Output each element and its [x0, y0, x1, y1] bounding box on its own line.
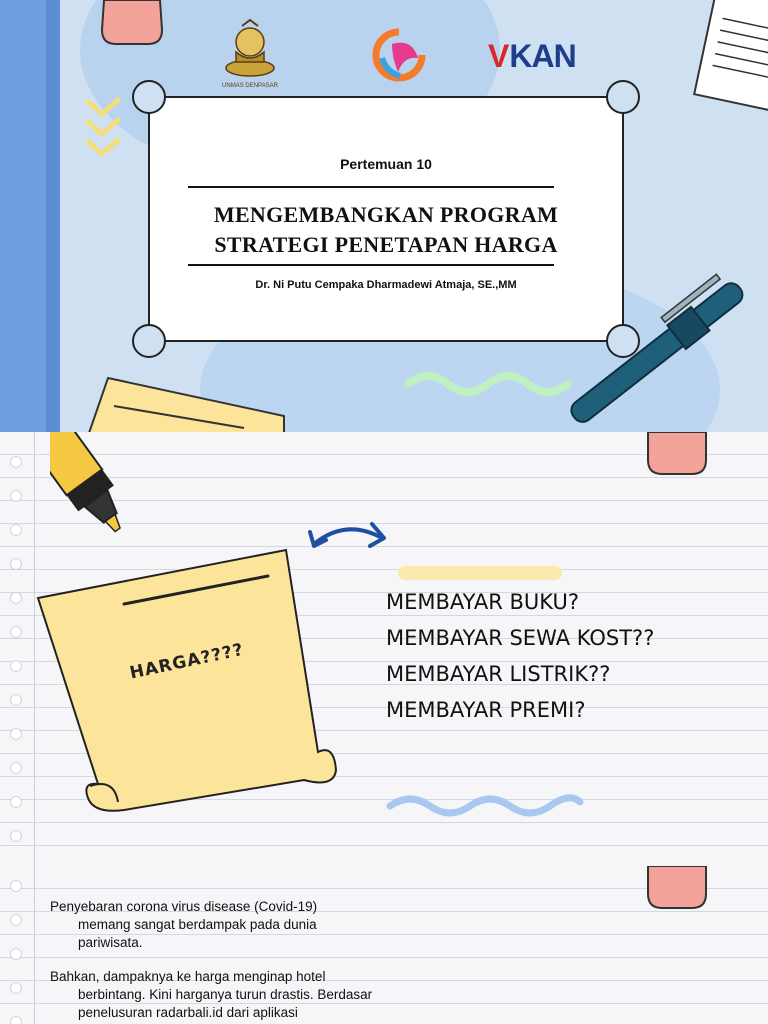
binder-hole: [10, 558, 22, 570]
question-item: MEMBAYAR SEWA KOST??: [386, 626, 655, 650]
sticky-note-illustration: [84, 376, 294, 432]
question-item: MEMBAYAR LISTRIK??: [386, 662, 611, 686]
binder-hole: [10, 830, 22, 842]
highlight-mark: [398, 566, 562, 580]
vkan-mark: V: [488, 38, 510, 74]
binder-hole: [10, 626, 22, 638]
binder-hole: [10, 524, 22, 536]
vkan-text: KAN: [509, 38, 576, 74]
margin-line: [34, 866, 35, 1024]
author-name: Dr. Ni Putu Cempaka Dharmadewi Atmaja, SE.,MM: [255, 279, 517, 291]
binder-hole: [10, 490, 22, 502]
binder-hole: [10, 880, 22, 892]
paragraph-continuation: berbintang. Kini harganya turun drastis. Berdasar penelusuran radarbali.id dari aplikasi: [78, 987, 373, 1020]
binder-hole: [10, 728, 22, 740]
paragraph-continuation: memang sangat berdampak pada dunia pariwisata.: [78, 917, 317, 950]
eraser-illustration: [644, 432, 710, 478]
squiggle-decoration: [384, 790, 588, 824]
paragraph-first-line: Penyebaran corona virus disease (Covid-19): [50, 899, 318, 914]
pen-illustration: [560, 262, 768, 432]
swirl-logo-icon: [372, 28, 426, 82]
title-card: [148, 96, 624, 342]
divider: [188, 264, 554, 266]
highlighter-illustration: [50, 432, 160, 552]
sticky-note-label: HARGA????: [128, 639, 246, 684]
binder-hole: [10, 1016, 22, 1024]
eraser-illustration: [98, 0, 166, 48]
binder-hole: [10, 694, 22, 706]
logo-caption: UNMAS DENPASAR: [222, 83, 278, 89]
paragraph-first-line: Bahkan, dampaknya ke harga menginap hotel: [50, 969, 326, 984]
binder-hole: [10, 796, 22, 808]
binder-hole: [10, 762, 22, 774]
binder-hole: [10, 982, 22, 994]
question-slide: [0, 432, 768, 866]
eraser-illustration: [644, 866, 710, 912]
binder-hole: [10, 456, 22, 468]
chevron-decoration-icon: [84, 96, 128, 166]
unmas-logo: [220, 18, 280, 90]
slide-title: [150, 200, 622, 260]
squiggle-decoration: [404, 364, 584, 404]
paragraph: [50, 968, 380, 1022]
binder-hole: [10, 592, 22, 604]
sticky-note: [34, 548, 340, 814]
meeting-label: Pertemuan 10: [340, 156, 432, 172]
divider: [188, 186, 554, 188]
notebook-binding-edge: [46, 0, 60, 432]
title-line-2: STRATEGI PENETAPAN HARGA: [214, 232, 558, 257]
question-list: [386, 584, 654, 728]
question-item: MEMBAYAR PREMI?: [386, 698, 586, 722]
question-item: MEMBAYAR BUKU?: [386, 590, 579, 614]
paragraph: [50, 898, 380, 952]
title-slide: [0, 0, 768, 432]
title-line-1: MENGEMBANGKAN PROGRAM: [213, 202, 559, 227]
notebook-binding: [0, 0, 46, 432]
binder-hole: [10, 948, 22, 960]
content-slide: [0, 866, 768, 1024]
paper-sheet-illustration: [684, 0, 768, 118]
binder-hole: [10, 660, 22, 672]
binder-hole: [10, 914, 22, 926]
vkan-logo: [488, 38, 576, 78]
